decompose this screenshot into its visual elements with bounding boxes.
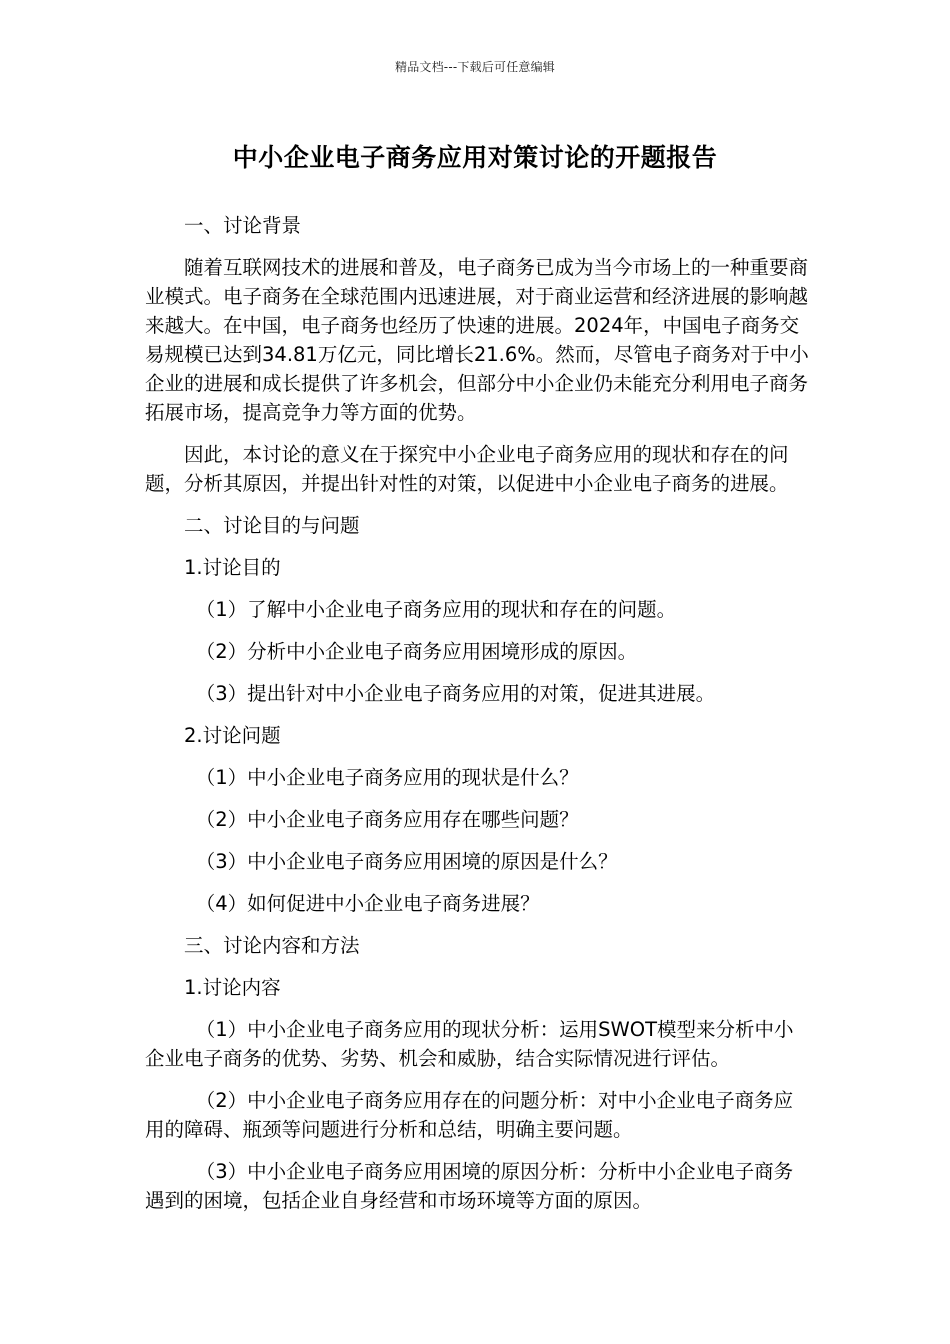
section-heading-content-methods: 三、讨论内容和方法 xyxy=(184,934,360,957)
list-item: （4）如何促进中小企业电子商务进展？ xyxy=(195,892,540,915)
list-paragraph: （3）中小企业电子商务应用困境的原因分析：分析中小企业电子商务遇到的困境，包括企业自身经营和市场环境等方面的原因。 xyxy=(145,1160,794,1212)
subheading-questions: 2.讨论问题 xyxy=(184,724,281,747)
list-item: （1）中小企业电子商务应用的现状是什么？ xyxy=(195,766,579,789)
list-item: （1）了解中小企业电子商务应用的现状和存在的问题。 xyxy=(195,598,677,621)
document-body xyxy=(145,211,810,1228)
document-title: 中小企业电子商务应用对策讨论的开题报告 xyxy=(232,143,718,172)
subheading-content: 1.讨论内容 xyxy=(184,976,281,999)
header-note: 精品文档---下载后可任意编辑 xyxy=(395,60,555,74)
list-item: （3）提出针对中小企业电子商务应用的对策，促进其进展。 xyxy=(195,682,716,705)
list-item: （2）分析中小企业电子商务应用困境形成的原因。 xyxy=(195,640,638,663)
list-paragraph: （1）中小企业电子商务应用的现状分析：运用SWOT模型来分析中小企业电子商务的优势、劣势、机会和威胁，结合实际情况进行评估。 xyxy=(145,1018,794,1070)
paragraph: 随着互联网技术的进展和普及，电子商务已成为当今市场上的一种重要商业模式。电子商务在全球范围内迅速进展，对于商业运营和经济进展的影响越来越大。在中国，电子商务也经历了快速的进展。2024年，中国电子商务交易规模已达到34.81万亿元，同比增长21.6%。然而，尽管电子商务对于中小企业的进展和成长提供了许多机会，但部分中小企业仍未能充分利用电子商务拓展市场，提高竞争力等方面的优势。 xyxy=(145,256,809,424)
list-item: （3）中小企业电子商务应用困境的原因是什么？ xyxy=(195,850,618,873)
subheading-purpose: 1.讨论目的 xyxy=(184,556,281,579)
list-paragraph: （2）中小企业电子商务应用存在的问题分析：对中小企业电子商务应用的障碍、瓶颈等问题进行分析和总结，明确主要问题。 xyxy=(145,1089,794,1141)
section-heading-purpose: 二、讨论目的与问题 xyxy=(184,514,360,537)
list-item: （2）中小企业电子商务应用存在哪些问题？ xyxy=(195,808,579,831)
paragraph: 因此，本讨论的意义在于探究中小企业电子商务应用的现状和存在的问题，分析其原因，并提出针对性的对策，以促进中小企业电子商务的进展。 xyxy=(145,443,789,495)
section-heading-background: 一、讨论背景 xyxy=(184,214,302,237)
